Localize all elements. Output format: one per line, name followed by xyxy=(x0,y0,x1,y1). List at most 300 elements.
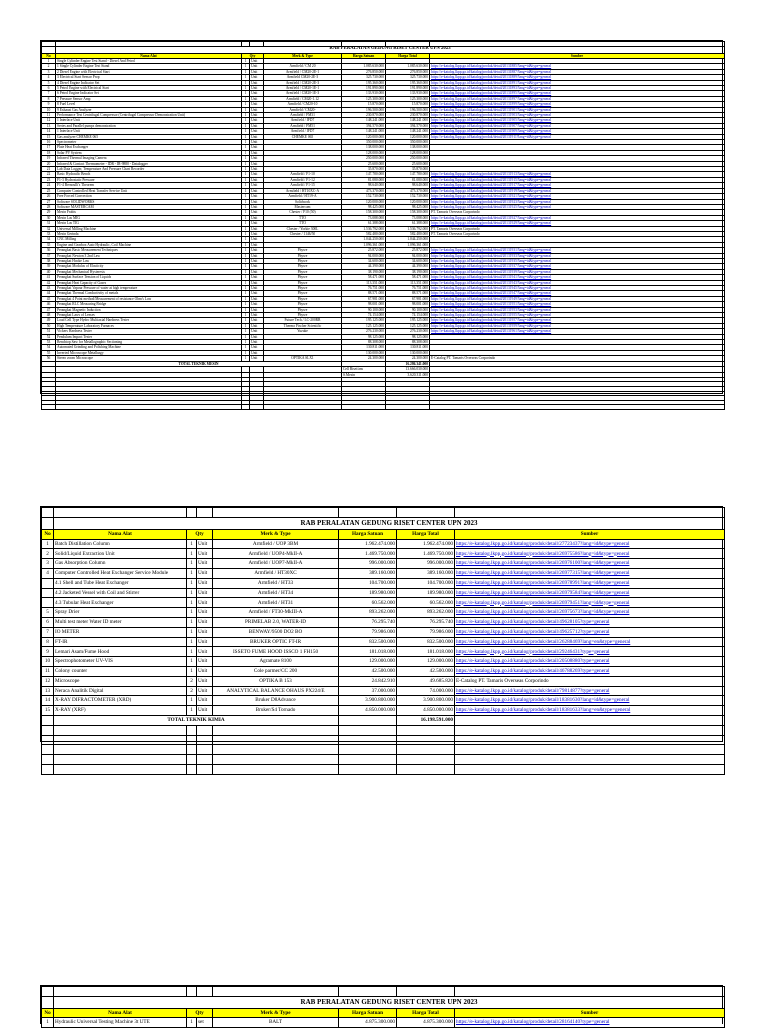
title-row xyxy=(42,996,725,1008)
row-merk: Phywe xyxy=(264,291,342,296)
blank-cell xyxy=(42,987,54,997)
row-unit: Unit xyxy=(197,666,213,676)
source-link[interactable]: https://e-katalog.lkpp.go.id/katalog/produk/detail/49625712?type=general xyxy=(455,627,725,637)
source-link[interactable]: https://e-katalog.lkpp.go.id/katalog/produk/detail/20131933?lang=id&type=general xyxy=(430,253,725,258)
source-link[interactable]: https://e-katalog.lkpp.go.id/katalog/produk/detail/18381630?lang=id&type=general xyxy=(455,696,725,706)
row-no: 1 xyxy=(42,1018,54,1028)
row-unit: Unit xyxy=(250,113,264,118)
row-harga-total: 130.000.000 xyxy=(386,350,430,355)
row-unit: Unit xyxy=(250,194,264,199)
row-merk: Armfield / CM20-2E-1 xyxy=(264,69,342,74)
source-link[interactable]: https://e-katalog.lkpp.go.id/katalog/produk/detail/20131911?lang=id&type=general xyxy=(430,134,725,139)
row-unit: Unit xyxy=(250,118,264,123)
source-link[interactable]: https://e-katalog.lkpp.go.id/katalog/produk/detail/20131889?lang=id&type=general xyxy=(430,75,725,80)
row-qty: 1 xyxy=(242,269,250,274)
row-merk: Armfield / UOP 3BM xyxy=(213,539,339,549)
row-merk: Chester / 1146/50 xyxy=(264,231,342,236)
row-no: 11 xyxy=(42,666,54,676)
row-unit: Unit xyxy=(250,307,264,312)
row-merk: TTO xyxy=(264,215,342,220)
table-row xyxy=(42,549,725,559)
blank-cell xyxy=(42,745,54,755)
blank-cell xyxy=(54,755,187,765)
source-link[interactable]: https://e-katalog.lkpp.go.id/katalog/produk/detail/20131925?lang=id&type=general xyxy=(430,204,725,209)
summary-value: 3.620.311.000 xyxy=(386,372,430,377)
source-link[interactable]: https://e-katalog.lkpp.go.id/katalog/produk/detail/79814877?type=general xyxy=(455,686,725,696)
row-harga-satuan: 230.870.000 xyxy=(342,113,386,118)
blank-cell xyxy=(397,764,455,774)
col-no-header: No xyxy=(42,529,54,539)
row-nama: Hydraulic Universal Testing Machine 3t UTE xyxy=(54,1018,187,1028)
blank-cell xyxy=(42,517,54,529)
col-sumber-header: Sumber xyxy=(455,1008,725,1018)
row-harga-satuan: 37.000.000 xyxy=(339,686,397,696)
source-link[interactable]: https://e-katalog.lkpp.go.id/katalog/produk/detail/20131959?lang=id&type=general xyxy=(430,323,725,328)
row-nama: 1 Interface Unit xyxy=(56,129,242,134)
row-harga-total: 130.811.000 xyxy=(386,345,430,350)
source-link[interactable]: https://e-katalog.lkpp.go.id/katalog/produk/detail/26979451?lang=id&type=general xyxy=(455,598,725,608)
row-harga-total: 394.570.000 xyxy=(386,123,430,128)
row-nama: Plate Heat Exchanger xyxy=(56,145,242,150)
source-link[interactable]: https://e-katalog.lkpp.go.id/katalog/produk/detail/20131949?lang=id&type=general xyxy=(430,296,725,301)
row-harga-total: 181.018.000 xyxy=(397,647,455,657)
source-link[interactable]: https://e-katalog.lkpp.go.id/katalog/produk/detail/18381633?lang=en&type=general xyxy=(455,706,725,716)
row-harga-satuan: 832.500.000 xyxy=(339,637,397,647)
row-qty: 1 xyxy=(242,215,250,220)
total-value: 16.198.591.000 xyxy=(397,715,455,725)
row-harga-satuan: 38.190.000 xyxy=(342,269,386,274)
source-link[interactable]: https://e-katalog.lkpp.go.id/katalog/produk/detail/26977315?lang=id&type=general xyxy=(455,568,725,578)
row-no: 7 xyxy=(42,91,56,96)
title-row xyxy=(42,46,725,53)
row-qty: 1 xyxy=(187,539,197,549)
blank-row xyxy=(42,725,725,735)
row-nama: FT-IR xyxy=(54,637,187,647)
row-harga-total: 34.600.000 xyxy=(386,258,430,263)
row-unit: Unit xyxy=(250,340,264,345)
row-nama: Perangkat 4 Point method/Measurement of resistance Ohm's Law xyxy=(56,296,242,301)
sheet-title: RAB PERALATAN GEDUNG RISET CENTER UPN 2023 xyxy=(56,46,725,53)
blank-row xyxy=(42,735,725,745)
table-row xyxy=(42,706,725,716)
source-link[interactable]: https://e-katalog.lkpp.go.id/katalog/produk/detail/20131905?lang=id&type=general xyxy=(430,118,725,123)
row-nama: 4.2 Jacketed Vessel with Coil and Stirrer xyxy=(54,588,187,598)
row-qty: 1 xyxy=(242,183,250,188)
col-harga-satuan-header: Harga Satuan xyxy=(339,529,397,539)
source-link[interactable]: https://e-katalog.lkpp.go.id/katalog/produk/detail/20131907?lang=id&type=general xyxy=(430,123,725,128)
row-harga-total: 276.850.000 xyxy=(386,69,430,74)
row-no: 27 xyxy=(42,199,56,204)
summary-label: Cell Riset/ans xyxy=(342,367,386,372)
row-nama: Perangkat Thermal Conductivity of metals xyxy=(56,291,242,296)
row-harga-total: 98.001.000 xyxy=(386,302,430,307)
blank-cell xyxy=(242,405,250,410)
row-harga-satuan: 148.241.000 xyxy=(342,118,386,123)
row-no: 45 xyxy=(42,296,56,301)
blank-cell xyxy=(213,735,339,745)
row-unit: Unit xyxy=(250,58,264,63)
row-harga-total: 98.125.000 xyxy=(386,334,430,339)
col-harga-satuan-header: Harga Satuan xyxy=(339,1008,397,1018)
row-no: 16 xyxy=(42,140,56,145)
row-harga-total: 195.125.000 xyxy=(386,318,430,323)
row-no: 22 xyxy=(42,172,56,177)
row-merk: Armfield / CM20-10 xyxy=(264,102,342,107)
row-harga-total: 15.870.000 xyxy=(386,102,430,107)
source-link[interactable]: https://e-katalog.lkpp.go.id/katalog/produk/detail/20131943?lang=id&type=general xyxy=(430,280,725,285)
blank-cell xyxy=(197,764,213,774)
blank-cell xyxy=(54,745,187,755)
row-qty: 1 xyxy=(242,350,250,355)
col-qty-header: Qty xyxy=(242,53,264,58)
row-no: 1 xyxy=(42,539,54,549)
blank-row xyxy=(42,745,725,755)
source-link[interactable]: https://e-katalog.lkpp.go.id/katalog/produk/detail/20131955?lang=id&type=general xyxy=(430,313,725,318)
row-nama: Infrared Thermal Imaging Camera xyxy=(56,156,242,161)
row-merk: Phywe xyxy=(264,302,342,307)
row-unit: Unit xyxy=(250,80,264,85)
row-qty: 1 xyxy=(187,666,197,676)
source-link[interactable]: https://e-katalog.lkpp.go.id/katalog/produk/detail/20131929?lang=id&type=general xyxy=(430,221,725,226)
row-merk: Armfield / HT33 xyxy=(213,578,339,588)
row-nama: Gas analyzer CHEMKE 065 xyxy=(56,134,242,139)
row-merk: Phywe xyxy=(264,248,342,253)
row-harga-satuan: 3.900.800.000 xyxy=(339,696,397,706)
source-link[interactable]: https://e-katalog.lkpp.go.id/katalog/produk/detail/20131923?lang=id&type=general xyxy=(430,199,725,204)
row-no: 18 xyxy=(42,150,56,155)
row-harga-total: 90.100.000 xyxy=(386,307,430,312)
source-link[interactable]: https://e-katalog.lkpp.go.id/katalog/produk/detail/26288469?lang=en&type=general xyxy=(455,637,725,647)
row-qty: 1 xyxy=(242,145,250,150)
blank-cell xyxy=(264,405,342,410)
row-nama: Colony counter xyxy=(54,666,187,676)
row-harga-satuan: 276.230.000 xyxy=(342,329,386,334)
row-harga-total: 58.471.000 xyxy=(386,275,430,280)
blank-cell xyxy=(54,725,187,735)
row-harga-satuan: 60.562.000 xyxy=(339,598,397,608)
row-unit: Unit xyxy=(250,167,264,172)
row-merk: Phywe xyxy=(264,264,342,269)
row-nama: Microscope xyxy=(54,676,187,686)
row-nama: Software MASTERCAM xyxy=(56,204,242,209)
table-row xyxy=(42,568,725,578)
row-harga-satuan: 394.570.000 xyxy=(342,123,386,128)
row-harga-satuan: 98.001.000 xyxy=(342,302,386,307)
row-unit: Unit xyxy=(197,559,213,569)
row-nama: 5 Petrol Engine with Electrical Start xyxy=(56,85,242,90)
row-harga-satuan: 76.751.000 xyxy=(342,286,386,291)
source-link[interactable]: https://e-katalog.lkpp.go.id/katalog/produk/detail/20131919?lang=id&type=general xyxy=(430,188,725,193)
source-link[interactable]: https://e-katalog.lkpp.go.id/katalog/produk/detail/20131941?lang=id&type=general xyxy=(430,275,725,280)
row-no: 23 xyxy=(42,177,56,182)
row-harga-total: 1.044.250.000 xyxy=(386,237,430,242)
row-no: 4 xyxy=(42,75,56,80)
row-harga-total: 389.160.000 xyxy=(397,568,455,578)
blank-row xyxy=(42,987,725,997)
row-harga-satuan: 42.500.000 xyxy=(339,666,397,676)
row-qty: 1 xyxy=(242,64,250,69)
source-link[interactable]: https://e-katalog.lkpp.go.id/katalog/produk/detail/20131935?lang=id&type=general xyxy=(430,258,725,263)
source-link[interactable]: https://e-katalog.lkpp.go.id/katalog/produk/detail/26978991?lang=id&type=general xyxy=(455,578,725,588)
row-unit: Unit xyxy=(250,69,264,74)
row-harga-total: 73.088.000 xyxy=(386,215,430,220)
row-unit: Unit xyxy=(250,334,264,339)
row-harga-total: 67.981.000 xyxy=(386,296,430,301)
source-link[interactable]: https://e-katalog.lkpp.go.id/katalog/produk/detail/20131895?lang=id&type=general xyxy=(430,91,725,96)
source-link[interactable]: https://e-katalog.lkpp.go.id/katalog/produk/detail/20131891?lang=id&type=general xyxy=(430,80,725,85)
source-link[interactable]: https://e-katalog.lkpp.go.id/katalog/produk/detail/20508880?type=general xyxy=(455,657,725,667)
row-no: 19 xyxy=(42,156,56,161)
total-label: TOTAL TEKNIK KIMIA xyxy=(54,715,339,725)
col-nama-alat-header: Nama Alat xyxy=(54,1008,187,1018)
row-qty: 1 xyxy=(242,323,250,328)
row-nama: Universal Milling Machine xyxy=(56,226,242,231)
source-link[interactable]: https://e-katalog.lkpp.go.id/katalog/produk/detail/20131893?lang=id&type=general xyxy=(430,85,725,90)
row-qty: 1 xyxy=(242,307,250,312)
row-unit: Unit xyxy=(250,75,264,80)
row-unit: Unit xyxy=(197,686,213,696)
source-link[interactable]: https://e-katalog.lkpp.go.id/katalog/produk/detail/29246431?type=general xyxy=(455,647,725,657)
blank-cell xyxy=(42,755,54,765)
row-nama: Inverted Microscope Metallurgy xyxy=(56,350,242,355)
row-harga-satuan: 191.890.000 xyxy=(342,85,386,90)
source-link[interactable]: https://e-katalog.lkpp.go.id/katalog/produk/detail/20131939?lang=id&type=general xyxy=(430,269,725,274)
source-link[interactable]: https://e-katalog.lkpp.go.id/katalog/produk/detail/20131899?lang=id&type=general xyxy=(430,102,725,107)
blank-cell xyxy=(213,987,339,997)
row-nama: Perangkat Mechanical Hysteresis xyxy=(56,269,242,274)
blank-cell xyxy=(213,745,339,755)
table-row xyxy=(42,676,725,686)
row-no: 52 xyxy=(42,334,56,339)
source-link[interactable]: https://e-katalog.lkpp.go.id/katalog/produk/detail/20131897?lang=id&type=general xyxy=(430,96,725,101)
source-link[interactable]: https://e-katalog.lkpp.go.id/katalog/produk/detail/26975586?lang=id&type=general xyxy=(455,549,725,559)
source-link[interactable]: https://e-katalog.lkpp.go.id/katalog/produk/detail/20131961?lang=id&type=general xyxy=(430,329,725,334)
row-nama: Perangkat Heat Capacity of Gases xyxy=(56,280,242,285)
row-no: 3 xyxy=(42,69,56,74)
row-sumber: PT. Tamaris Overseas Corporindo xyxy=(430,210,725,215)
row-unit: Unit xyxy=(250,221,264,226)
row-qty: 1 xyxy=(242,96,250,101)
row-harga-satuan: 181.018.000 xyxy=(339,647,397,657)
blank-cell xyxy=(187,735,197,745)
row-merk: BALT xyxy=(213,1018,339,1028)
row-merk: Phywe xyxy=(264,307,342,312)
row-harga-satuan: 74.154.000 xyxy=(342,313,386,318)
row-merk: OPTIKA B 153 xyxy=(213,676,339,686)
row-harga-satuan: 1.962.474.000 xyxy=(339,539,397,549)
row-harga-satuan: 350.000.000 xyxy=(342,140,386,145)
row-qty: 1 xyxy=(242,302,250,307)
source-link[interactable]: https://e-katalog.lkpp.go.id/katalog/produk/detail/20131901?lang=id&type=general xyxy=(430,107,725,112)
blank-cell xyxy=(54,764,187,774)
row-unit: Unit xyxy=(250,231,264,236)
row-nama: Automated Grinding and Polishing Machine xyxy=(56,345,242,350)
blank-cell xyxy=(455,715,725,725)
row-harga-total: 88.308.000 xyxy=(386,340,430,345)
row-nama: Performance Test Centrifugal Compressor (Centrifugal Compressor Demonstration Unit) xyxy=(56,113,242,118)
row-nama: 4 Diesel Engine Indicator Set xyxy=(56,80,242,85)
row-no: 43 xyxy=(42,286,56,291)
row-qty: 1 xyxy=(242,123,250,128)
table-row xyxy=(42,598,725,608)
row-unit: Unit xyxy=(250,269,264,274)
row-qty: 1 xyxy=(187,657,197,667)
source-link[interactable]: https://e-katalog.lkpp.go.id/katalog/produk/detail/20131885?lang=id&type=general xyxy=(430,64,725,69)
blank-cell xyxy=(397,735,455,745)
row-qty: 1 xyxy=(242,107,250,112)
source-link[interactable]: https://e-katalog.lkpp.go.id/katalog/produk/detail/26976100?lang=id&type=general xyxy=(455,559,725,569)
row-harga-total: 79.986.000 xyxy=(397,627,455,637)
source-link[interactable]: https://e-katalog.lkpp.go.id/katalog/produk/detail/20131903?lang=id&type=general xyxy=(430,113,725,118)
row-no: 2 xyxy=(42,64,56,69)
row-no: 13 xyxy=(42,123,56,128)
source-link[interactable]: https://e-katalog.lkpp.go.id/katalog/produk/detail/26975673?lang=id&type=general xyxy=(455,608,725,618)
row-merk: CHEMKE 065 xyxy=(264,134,342,139)
source-link[interactable]: https://e-katalog.lkpp.go.id/katalog/produk/detail/20131915?lang=id&type=general xyxy=(430,177,725,182)
source-link[interactable]: https://e-katalog.lkpp.go.id/katalog/produk/detail/20131951?lang=id&type=general xyxy=(430,302,725,307)
blank-cell xyxy=(197,745,213,755)
row-qty: 1 xyxy=(242,204,250,209)
row-harga-satuan: 104.700.000 xyxy=(339,578,397,588)
table-row xyxy=(42,539,725,549)
row-harga-satuan: 73.088.000 xyxy=(342,215,386,220)
row-harga-satuan: 34.600.000 xyxy=(342,258,386,263)
row-harga-total: 120.000.000 xyxy=(386,134,430,139)
row-unit: Unit xyxy=(250,318,264,323)
row-no: 54 xyxy=(42,345,56,350)
col-harga-total-header: Harga Total xyxy=(386,53,430,58)
row-qty: 1 xyxy=(242,150,250,155)
row-merk: Armfield / IFD7 xyxy=(264,129,342,134)
col-merk-header: Merk & Type xyxy=(213,1008,339,1018)
row-harga-satuan: 90.100.000 xyxy=(342,307,386,312)
row-merk: Chester / Yorkie 300L xyxy=(264,226,342,231)
row-harga-total: 1.096.361.000 xyxy=(386,242,430,247)
blank-cell xyxy=(339,715,397,725)
row-unit: Unit xyxy=(197,608,213,618)
col-sumber-header: Sumber xyxy=(430,53,725,58)
blank-cell xyxy=(197,508,213,518)
row-qty: 1 xyxy=(187,588,197,598)
row-merk: Armfield / FT30-MkIII-A xyxy=(213,608,339,618)
row-qty: 1 xyxy=(242,80,250,85)
row-no: 15 xyxy=(42,706,54,716)
blank-cell xyxy=(250,405,264,410)
source-link[interactable]: https://e-katalog.lkpp.go.id/katalog/produk/detail/20131953?lang=id&type=general xyxy=(430,307,725,312)
row-qty: 1 xyxy=(187,617,197,627)
row-merk: ISSETO FUME HOOD ISSCO 1 FH150 xyxy=(213,647,339,657)
row-merk: Future Tech / LC-200RB xyxy=(264,318,342,323)
source-link[interactable]: https://e-katalog.lkpp.go.id/katalog/produk/detail/20131917?lang=id&type=general xyxy=(430,183,725,188)
row-merk: Armfield / F1-10 xyxy=(264,172,342,177)
row-harga-total: 582.480.000 xyxy=(386,231,430,236)
row-qty: 1 xyxy=(187,608,197,618)
blank-cell xyxy=(339,764,397,774)
row-qty: 2 xyxy=(187,676,197,686)
blank-cell xyxy=(42,46,56,53)
row-qty: 1 xyxy=(187,568,197,578)
source-link[interactable]: https://e-katalog.lkpp.go.id/katalog/produk/detail/20131909?lang=id&type=general xyxy=(430,129,725,134)
source-link[interactable]: https://e-katalog.lkpp.go.id/katalog/produk/detail/27723437?lang=id&type=general xyxy=(455,539,725,549)
row-harga-total: 120.000.000 xyxy=(386,199,430,204)
sheet-title: RAB PERALATAN GEDUNG RISET CENTER UPN 2023 xyxy=(54,517,725,529)
source-link[interactable]: https://e-katalog.lkpp.go.id/katalog/produk/detail/20131945?lang=id&type=general xyxy=(430,286,725,291)
row-harga-total: 60.562.000 xyxy=(397,598,455,608)
source-link[interactable]: https://e-katalog.lkpp.go.id/katalog/produk/detail/20131947?lang=id&type=general xyxy=(430,291,725,296)
row-unit: Unit xyxy=(250,253,264,258)
source-link[interactable]: https://e-katalog.lkpp.go.id/katalog/produk/detail/20131921?lang=id&type=general xyxy=(430,194,725,199)
row-unit: Unit xyxy=(197,706,213,716)
row-nama: CNC Milling xyxy=(56,237,242,242)
row-harga-satuan: 88.571.000 xyxy=(342,291,386,296)
row-harga-total: 350.000.000 xyxy=(386,140,430,145)
row-no: 14 xyxy=(42,696,54,706)
source-link[interactable]: https://e-katalog.lkpp.go.id/katalog/produk/detail/20131937?lang=id&type=general xyxy=(430,264,725,269)
row-nama: Series and Parallel pumps demonstration xyxy=(56,123,242,128)
row-harga-satuan: 24.300.000 xyxy=(342,356,386,361)
row-nama: Benchtop Saw for Metallographic Sectioning xyxy=(56,340,242,345)
source-link[interactable]: https://e-katalog.lkpp.go.id/katalog/produk/detail/28164140?type=general xyxy=(455,1018,725,1028)
row-no: 26 xyxy=(42,194,56,199)
row-harga-total: 42.500.000 xyxy=(397,666,455,676)
title-row xyxy=(42,517,725,529)
row-nama: Lab Data Logger, Temperature And Pressure Chart Recorder xyxy=(56,167,242,172)
source-link[interactable]: https://e-katalog.lkpp.go.id/katalog/produk/detail/49628105?type=general xyxy=(455,617,725,627)
source-link[interactable]: https://e-katalog.lkpp.go.id/katalog/produk/detail/46788269?type=general xyxy=(455,666,725,676)
row-harga-total: 191.890.000 xyxy=(386,85,430,90)
source-link[interactable]: https://e-katalog.lkpp.go.id/katalog/produk/detail/20131931?lang=id&type=general xyxy=(430,248,725,253)
row-qty: 1 xyxy=(242,242,250,247)
row-harga-satuan: 81.080.000 xyxy=(342,177,386,182)
row-harga-satuan: 120.000.000 xyxy=(342,199,386,204)
row-harga-satuan: 189.980.000 xyxy=(339,588,397,598)
row-harga-satuan: 250.000.000 xyxy=(342,156,386,161)
col-merk-header: Merk & Type xyxy=(213,529,339,539)
blank-cell xyxy=(430,405,725,410)
row-unit: Unit xyxy=(250,140,264,145)
row-harga-satuan: 76.295.740 xyxy=(339,617,397,627)
blank-cell xyxy=(213,764,339,774)
row-qty: 1 xyxy=(242,286,250,291)
source-link[interactable]: https://e-katalog.lkpp.go.id/katalog/produk/detail/20131927?lang=id&type=general xyxy=(430,215,725,220)
row-merk: Armfield / UOP7-MkII-A xyxy=(213,559,339,569)
row-merk: Armfield / F1-12 xyxy=(264,177,342,182)
row-unit: Unit xyxy=(250,123,264,128)
source-link[interactable]: https://e-katalog.lkpp.go.id/katalog/produk/detail/20131887?lang=id&type=general xyxy=(430,69,725,74)
header-row xyxy=(42,1008,725,1018)
row-harga-satuan: 1.469.750.000 xyxy=(339,549,397,559)
row-nama: Free Forced Convection xyxy=(56,194,242,199)
row-harga-total: 125.125.000 xyxy=(386,323,430,328)
row-merk: Armfield / FM51 xyxy=(264,123,342,128)
col-no-header: No xyxy=(42,53,56,58)
row-harga-total: 44.390.000 xyxy=(386,264,430,269)
row-nama: Spectrophotometer UV-VIS xyxy=(54,657,187,667)
source-link[interactable]: https://e-katalog.lkpp.go.id/katalog/produk/detail/20131957?lang=id&type=general xyxy=(430,318,725,323)
row-no: 29 xyxy=(42,210,56,215)
source-link[interactable]: https://e-katalog.lkpp.go.id/katalog/produk/detail/26979584?lang=id&type=general xyxy=(455,588,725,598)
row-nama: Perangkat Magnetic Induction xyxy=(56,307,242,312)
source-link[interactable]: https://e-katalog.lkpp.go.id/katalog/produk/detail/20131913?lang=id&type=general xyxy=(430,172,725,177)
row-qty: 1 xyxy=(187,696,197,706)
total-label: TOTAL TEKNIK MESIN xyxy=(56,361,342,366)
row-unit: Unit xyxy=(250,296,264,301)
row-merk: Chester / F10 (50) xyxy=(264,210,342,215)
row-harga-satuan: 4.875.300.000 xyxy=(339,1018,397,1028)
row-qty: 1 xyxy=(242,172,250,177)
row-qty: 1 xyxy=(242,134,250,139)
row-qty: 1 xyxy=(187,578,197,588)
